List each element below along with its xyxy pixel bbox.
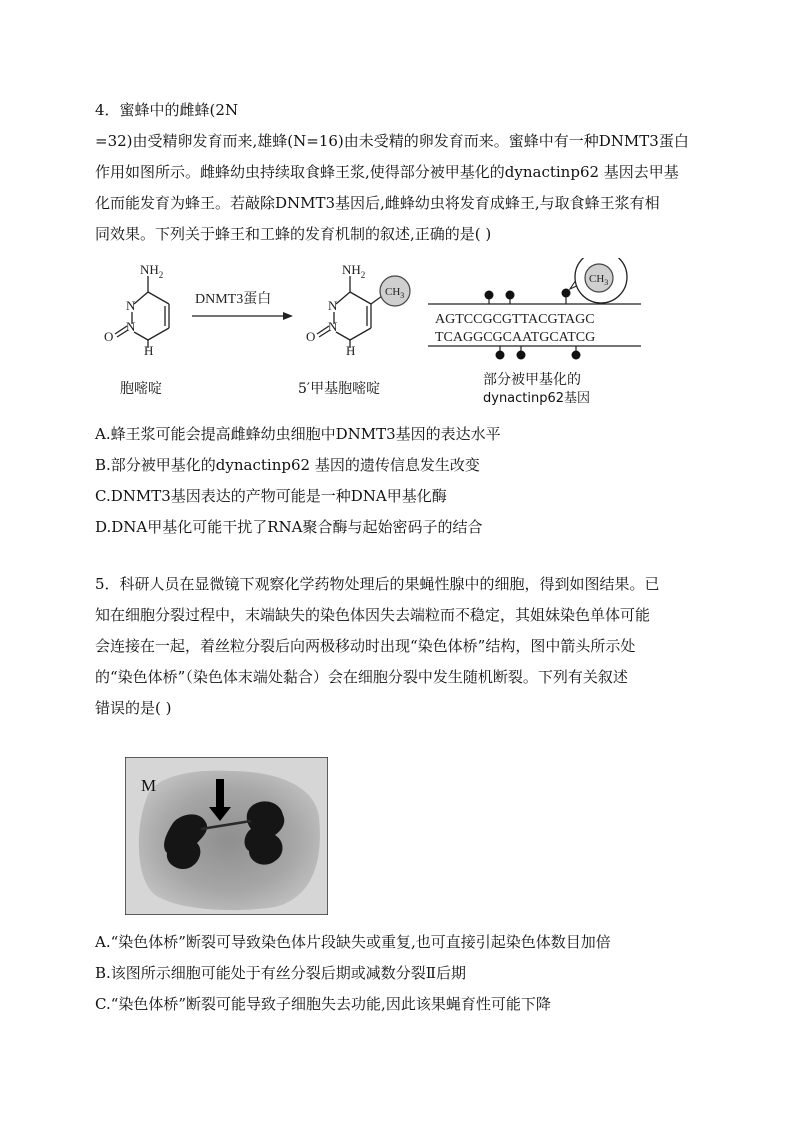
q4-option-c: C.DNMT3基因表达的产物可能是一种DNA甲基化酶 [95,487,447,505]
methyl-marker [517,351,526,360]
ch3-text: $CH_3$ [385,286,405,300]
question-4-line: 同效果。下列关于蜂王和工蜂的发育机制的叙述,正确的是( ) [95,225,492,243]
q5-option-c: C.“染色体桥”断裂可能导致子细胞失去功能,因此该果蝇育性可能下降 [95,995,551,1013]
ch3-text: $CH_3$ [589,273,609,287]
chromosome-bridge-micrograph [125,757,328,915]
label-m: M [141,776,157,795]
question-4-line: 4．蜜蜂中的雌蜂(2N [95,101,239,119]
label-cytosine: 胞嘧啶 [120,381,162,397]
methyl-marker [572,351,581,360]
question-5-line: 会连接在一起，着丝粒分裂后向两极移动时出现“染色体桥”结构，图中箭头所示处 [95,637,636,655]
ring-n-text: N [126,298,136,313]
ring-n-text: N [328,319,338,334]
question-5-line: 知在细胞分裂过程中，末端缺失的染色体因失去端粒而不稳定，其姐妹染色单体可能 [95,606,651,624]
nh2-text: $NH_2$ [140,262,164,280]
q5-option-a: A.“染色体桥”断裂可导致染色体片段缺失或重复,也可直接引起染色体数目加倍 [95,933,611,951]
question-4-line: =32)由受精卵发育而来,雄蜂(N=16)由未受精的卵发育而来。蜜蜂中有一种DNMT3蛋白 [95,132,689,150]
nh2-text: $NH_2$ [342,262,366,280]
label-gene-line1: 部分被甲基化的 [483,372,581,388]
cytosine-structure [115,276,169,348]
q4-option-a: A.蜂王浆可能会提高雌蜂幼虫细胞中DNMT3基因的表达水平 [95,425,501,443]
reaction-arrowhead [283,312,293,320]
question-4-line: 作用如图所示。雌蜂幼虫持续取食蜂王浆,使得部分被甲基化的dynactinp62 基因去甲基 [95,163,679,181]
q4-option-d: D.DNA甲基化可能干扰了RNA聚合酶与起始密码子的结合 [95,518,483,536]
question-5-line: 的“染色体桥”（染色体末端处黏合）会在细胞分裂中发生随机断裂。下列有关叙述 [95,668,628,686]
label-gene-line2: dynactinp62基因 [483,391,591,406]
question-5-line: 错误的是( ) [95,699,172,717]
dna-top-sequence: AGTCCGCGTTACGTAGC [435,312,595,327]
question-5-stem [95,569,707,724]
dna-bottom-sequence: TCAGGCGCAATGCATCG [435,330,596,345]
arrow-shaft [216,779,224,809]
methyl-marker [496,351,505,360]
question-4-stem [95,95,707,250]
q5-option-b: B.该图所示细胞可能处于有丝分裂后期或减数分裂Ⅱ后期 [95,964,466,982]
ring-o-text: O [104,329,114,344]
label-methylcytosine: 5′甲基胞嘧啶 [298,381,381,397]
q4-option-b: B.部分被甲基化的dynactinp62 基因的遗传信息发生改变 [95,456,480,474]
ring-o-text: O [306,329,316,344]
ring-h-text: H [144,343,154,358]
methyl-marker [506,291,515,300]
methylcytosine-structure [317,276,382,348]
ring-n-text: N [126,319,136,334]
dnmt3-protein-label: DNMT3蛋白 [195,292,272,307]
question-5-line: 5．科研人员在显微镜下观察化学药物处理后的果蝇性腺中的细胞，得到如图结果。已 [95,575,660,593]
ring-h-text: H [346,343,356,358]
methyl-marker [485,291,494,300]
ring-n-text: N [328,298,338,313]
question-4-line: 化而能发育为蜂王。若敲除DNMT3基因后,雌蜂幼虫将发育成蜂王,与取食蜂王浆有相 [95,194,660,212]
